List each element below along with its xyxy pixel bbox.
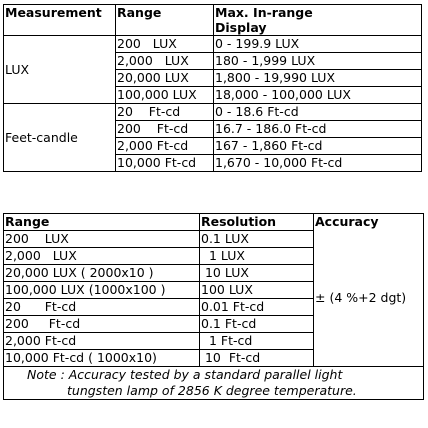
range-cell: 100,000 LUX (1000x100 ) [4, 282, 200, 299]
table-row [4, 231, 424, 248]
resolution-cell: 10 LUX [200, 265, 314, 282]
accuracy-note [4, 367, 424, 400]
header-line1: Max. In-range [215, 5, 313, 20]
display-cell: 0 - 18.6 Ft-cd [214, 104, 422, 121]
range-cell: 2,000 LUX [116, 53, 214, 70]
note-line2: tungsten lamp of 2856 K degree temperature. [67, 383, 357, 398]
range-cell: 20 Ft-cd [4, 299, 200, 316]
display-cell: 1,800 - 19,990 LUX [214, 70, 422, 87]
resolution-cell: 100 LUX [200, 282, 314, 299]
display-cell: 16.7 - 186.0 Ft-cd [214, 121, 422, 138]
resolution-cell: 0.01 Ft-cd [200, 299, 314, 316]
measurement-cell-feet-candle: Feet-candle [4, 104, 116, 172]
header-accuracy: Accuracy [314, 214, 424, 231]
resolution-cell: 0.1 Ft-cd [200, 316, 314, 333]
display-cell: 1,670 - 10,000 Ft-cd [214, 155, 422, 172]
table-header-row [4, 214, 424, 231]
note-line1: Note : Accuracy tested by a standard parallel light [27, 367, 343, 382]
range-cell: 2,000 LUX [4, 248, 200, 265]
range-cell: 200 Ft-cd [4, 316, 200, 333]
resolution-cell: 1 LUX [200, 248, 314, 265]
range-cell: 20,000 LUX [116, 70, 214, 87]
range-cell: 200 LUX [4, 231, 200, 248]
table-row [4, 36, 422, 53]
header-line2: Display [215, 20, 267, 35]
range-display-table [3, 4, 422, 172]
measurement-cell-lux: LUX [4, 36, 116, 104]
resolution-cell: 0.1 LUX [200, 231, 314, 248]
resolution-cell: 10 Ft-cd [200, 350, 314, 367]
range-cell: 2,000 Ft-cd [116, 138, 214, 155]
range-cell: 100,000 LUX [116, 87, 214, 104]
table-header-row [4, 5, 422, 36]
display-cell: 180 - 1,999 LUX [214, 53, 422, 70]
range-cell: 10,000 Ft-cd ( 1000x10) [4, 350, 200, 367]
range-cell: 2,000 Ft-cd [4, 333, 200, 350]
table-row [4, 104, 422, 121]
note-row [4, 367, 424, 400]
range-cell: 20,000 LUX ( 2000x10 ) [4, 265, 200, 282]
display-cell: 167 - 1,860 Ft-cd [214, 138, 422, 155]
header-range: Range [4, 214, 200, 231]
range-cell: 200 Ft-cd [116, 121, 214, 138]
range-cell: 20 Ft-cd [116, 104, 214, 121]
header-range: Range [116, 5, 214, 36]
accuracy-cell: ± (4 %+2 dgt) [314, 231, 424, 367]
header-max-in-range-display [214, 5, 422, 36]
header-measurement: Measurement [4, 5, 116, 36]
range-cell: 10,000 Ft-cd [116, 155, 214, 172]
display-cell: 18,000 - 100,000 LUX [214, 87, 422, 104]
resolution-accuracy-table [3, 213, 424, 400]
range-cell: 200 LUX [116, 36, 214, 53]
display-cell: 0 - 199.9 LUX [214, 36, 422, 53]
resolution-cell: 1 Ft-cd [200, 333, 314, 350]
header-resolution: Resolution [200, 214, 314, 231]
